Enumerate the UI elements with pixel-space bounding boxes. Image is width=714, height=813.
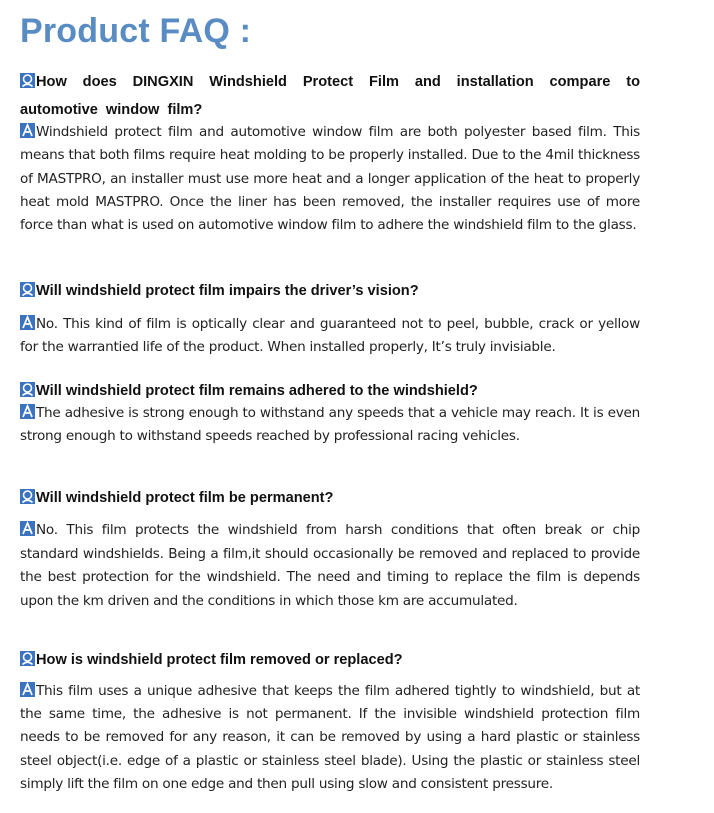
page-title: Product FAQ :: [20, 12, 252, 50]
faq-question: Will windshield protect film remains adhered to the windshield?: [36, 383, 478, 399]
faq-answer: This film uses a unique adhesive that keeps the film adhered tightly to windshield, but at the same time, the adhesive is not permanent. If the invisible windshield protection film needs to be removed for any reason, it can be removed by using a hard plastic or stainless steel object(i.e. edge of a plastic or stainless steel blade). Using the plastic or stainless steel simply lift the film on one edge and then pull using slow and consistent pressure.: [20, 683, 640, 792]
faq-answer: The adhesive is strong enough to withstand any speeds that a vehicle may reach. It is even strong enough to withstand speeds reached by professional racing vehicles.: [20, 405, 640, 444]
question-icon: [20, 651, 35, 666]
faq-question: How is windshield protect film removed or replaced?: [36, 652, 403, 668]
question-icon: [20, 489, 35, 504]
answer-icon: [20, 682, 35, 697]
faq-item: [20, 649, 640, 796]
question-icon: [20, 73, 35, 88]
faq-item: [20, 380, 640, 448]
answer-icon: [20, 521, 35, 536]
faq-answer: No. This kind of film is optically clear and guaranteed not to peel, bubble, crack or yellow for the warrantied life of the product. When installed properly, It’s truly invisiable.: [20, 316, 640, 355]
faq-item: [20, 279, 640, 358]
faq-question: Will windshield protect film be permanent?: [36, 490, 334, 506]
faq-answer: No. This film protects the windshield from harsh conditions that often break or chip standard windshields. Being a film,it should occasionally be removed and replaced to provide the best protection for the windshield. The need and timing to replace the film is depends upon the km driven and the conditions in which those km are accumulated.: [20, 522, 640, 609]
answer-icon: [20, 123, 35, 138]
question-icon: [20, 282, 35, 297]
answer-icon: [20, 315, 35, 330]
question-icon: [20, 382, 35, 397]
answer-icon: [20, 404, 35, 419]
faq-answer: Windshield protect film and automotive window film are both polyester based film. This means that both films require heat molding to be properly installed. Due to the 4mil thickness of MASTPRO, an installer must use more heat and a longer application of the heat to properly heat mold MASTPRO. Once the liner has been removed, the installer requires use of more force than what is used on automotive window film to adhere the windshield film to the glass.: [20, 124, 640, 234]
faq-item: [20, 487, 640, 613]
faq-question: Will windshield protect film impairs the driver’s vision?: [36, 283, 419, 299]
faq-item: [20, 68, 640, 237]
faq-question: How does DINGXIN Windshield Protect Film and installation compare to automotive window film?: [20, 74, 640, 118]
